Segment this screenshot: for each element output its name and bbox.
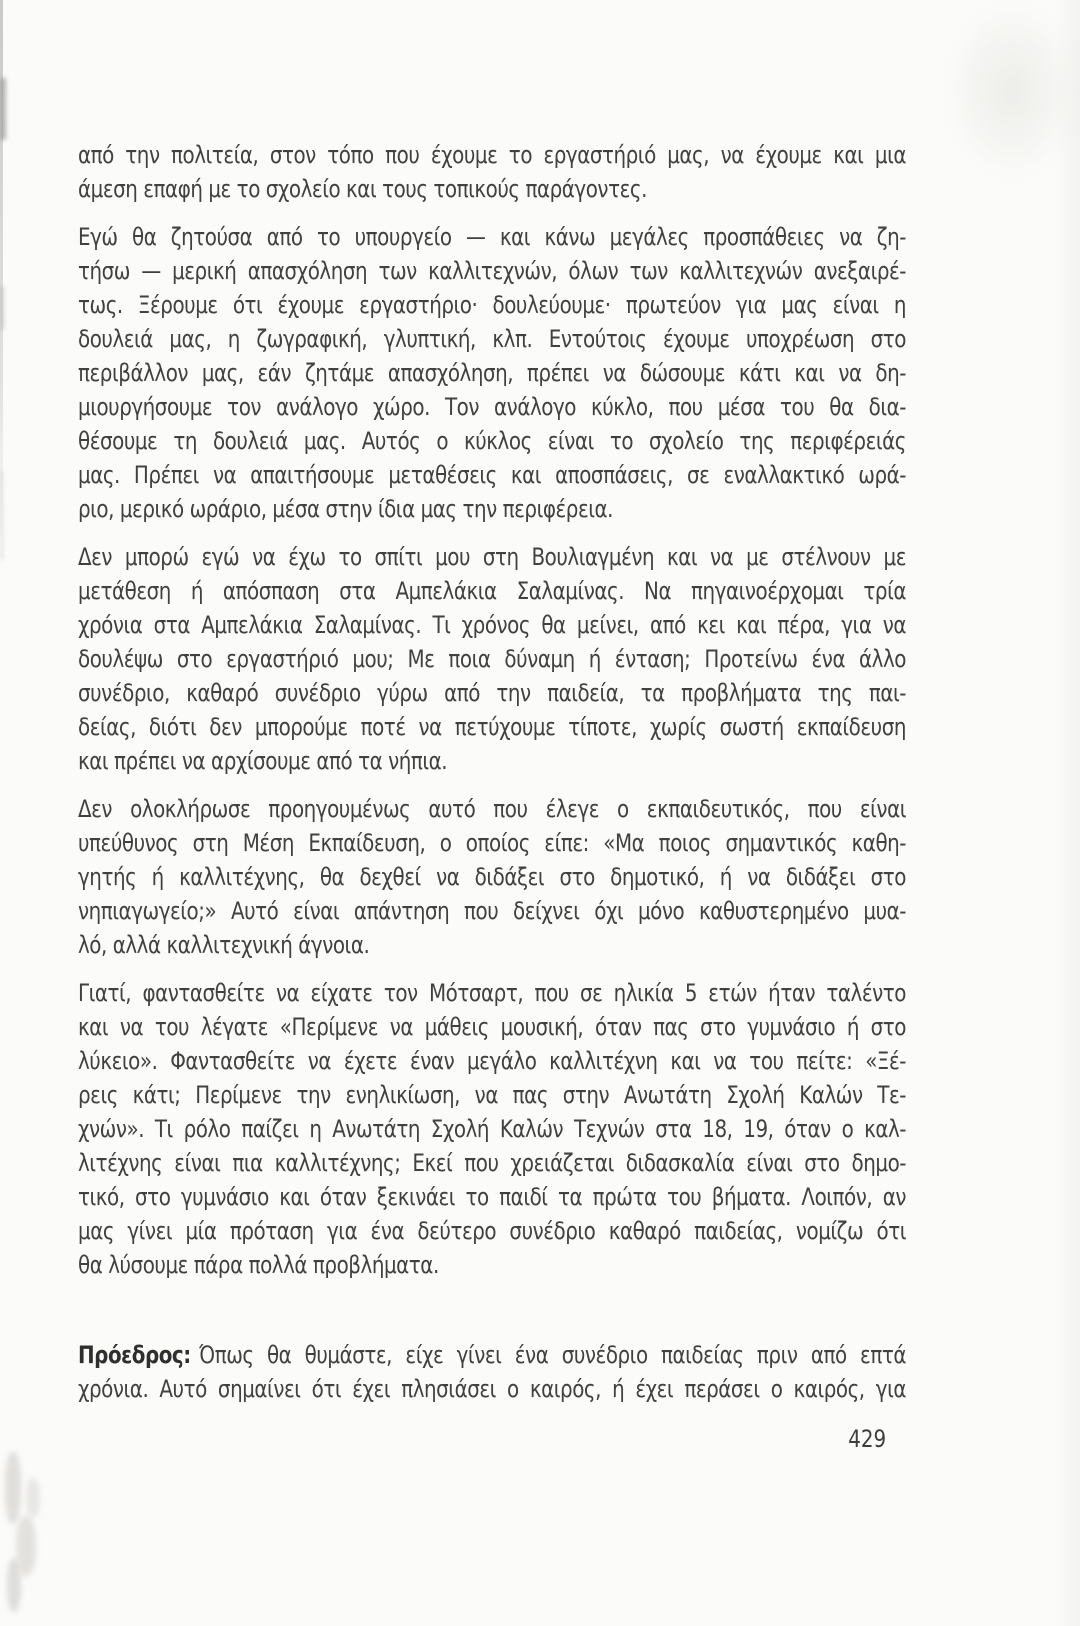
text-line: τως. Ξέρουμε ότι έχουμε εργαστήριο· δουλεύουμε· πρωτεύον για μας είναι η bbox=[78, 291, 906, 319]
text-line: χνών». Τι ρόλο παίζει η Ανωτάτη Σχολή Καλών Τεχνών στα 18, 19, όταν ο καλ- bbox=[78, 1115, 906, 1143]
text-line: ρεις κάτι; Περίμενε την ενηλικίωση, να πας στην Ανωτάτη Σχολή Καλών Τε- bbox=[78, 1081, 906, 1109]
text-line: συνέδριο, καθαρό συνέδριο γύρω από την παιδεία, τα προβλήματα της παι- bbox=[78, 679, 906, 707]
scan-smudge bbox=[0, 470, 3, 560]
scan-smudge bbox=[0, 286, 4, 330]
text-line: δουλέψω στο εργαστήριό μου; Με ποια δύναμη ή ένταση; Προτείνω ένα άλλο bbox=[78, 645, 906, 673]
paragraph bbox=[78, 976, 906, 1282]
text-line: νηπιαγωγείο;» Αυτό είναι απάντηση που δείχνει όχι μόνο καθυστερημένο μυα- bbox=[78, 897, 906, 925]
paragraph bbox=[78, 792, 906, 962]
text-line: μιουργήσουμε τον ανάλογο χώρο. Τον ανάλογο κύκλο, που μέσα του θα δια- bbox=[78, 393, 906, 421]
paragraph bbox=[78, 540, 906, 778]
text-line: χρόνια. Αυτό σημαίνει ότι έχει πλησιάσει ο καιρός, ή έχει περάσει ο καιρός, για bbox=[78, 1375, 906, 1403]
paragraph bbox=[78, 220, 906, 526]
text-line: μας. Πρέπει να απαιτήσουμε μεταθέσεις και αποσπάσεις, σε εναλλακτικό ωρά- bbox=[78, 461, 906, 489]
text-line: και να του λέγατε «Περίμενε να μάθεις μουσική, όταν πας στο γυμνάσιο ή στο bbox=[78, 1013, 906, 1041]
text-block bbox=[78, 138, 906, 1456]
text-line: τικό, στο γυμνάσιο και όταν ξεκινάει το παιδί τα πρώτα του βήματα. Λοιπόν, αν bbox=[78, 1183, 906, 1211]
text-line bbox=[78, 1338, 906, 1372]
text-line: λό, αλλά καλλιτεχνική άγνοια. bbox=[78, 931, 370, 959]
text-line: λιτέχνης είναι πια καλλιτέχνης; Εκεί που χρειάζεται διδασκαλία είναι στο δημο- bbox=[78, 1149, 906, 1177]
text-line: θέσουμε τη δουλειά μας. Αυτός ο κύκλος είναι το σχολείο της περιφέρειάς bbox=[78, 427, 906, 455]
scan-smudge bbox=[26, 1478, 40, 1518]
text-line: περιβάλλον μας, εάν ζητάμε απασχόληση, πρέπει να δώσουμε κάτι και να δη- bbox=[78, 359, 906, 387]
text-line: δείας, διότι δεν μπορούμε ποτέ να πετύχουμε τίποτε, χωρίς σωστή εκπαίδευση bbox=[78, 713, 906, 741]
text-line: δουλειά μας, η ζωγραφική, γλυπτική, κλπ. Εντούτοις έχουμε υποχρέωση στο bbox=[78, 325, 906, 353]
text-line-content: Όπως θα θυμάστε, είχε γίνει ένα συνέδριο παιδείας πριν από επτά bbox=[199, 1341, 906, 1369]
text-line: ριο, μερικό ωράριο, μέσα στην ίδια μας την περιφέρεια. bbox=[78, 495, 614, 523]
text-line: Δεν ολοκλήρωσε προηγουμένως αυτό που έλεγε ο εκπαιδευτικός, που είναι bbox=[78, 795, 906, 823]
scan-edge-shade bbox=[1054, 0, 1080, 1626]
text-line: Γιατί, φαντασθείτε να είχατε τον Μότσαρτ, που σε ηλικία 5 ετών ήταν ταλέντο bbox=[78, 979, 906, 1007]
text-line: λύκειο». Φαντασθείτε να έχετε έναν μεγάλο καλλιτέχνη και να του πείτε: «Ξέ- bbox=[78, 1047, 906, 1075]
speaker-label: Πρόεδρος: bbox=[78, 1341, 191, 1369]
text-line: γητής ή καλλιτέχνης, θα δεχθεί να διδάξει στο δημοτικό, ή να διδάξει στο bbox=[78, 863, 906, 891]
text-line: και πρέπει να αρχίσουμε από τα νήπια. bbox=[78, 747, 448, 775]
text-line: Εγώ θα ζητούσα από το υπουργείο — και κάνω μεγάλες προσπάθειες να ζη- bbox=[78, 223, 906, 251]
paragraph bbox=[78, 1338, 906, 1406]
page-number: 429 bbox=[848, 1425, 887, 1453]
scan-smudge bbox=[5, 1452, 21, 1524]
scan-smudge bbox=[7, 1558, 21, 1612]
text-line: χρόνια στα Αμπελάκια Σαλαμίνας. Τι χρόνος θα μείνει, από κει και πέρα, για να bbox=[78, 611, 906, 639]
text-line: από την πολιτεία, στον τόπο που έχουμε το εργαστήριό μας, να έχουμε και μια bbox=[78, 141, 906, 169]
text-line: μετάθεση ή απόσπαση στα Αμπελάκια Σαλαμίνας. Να πηγαινοέρχομαι τρία bbox=[78, 577, 906, 605]
text-line: άμεση επαφή με το σχολείο και τους τοπικούς παράγοντες. bbox=[78, 175, 647, 203]
text-line: υπεύθυνος στη Μέση Εκπαίδευση, ο οποίος είπε: «Μα ποιος σημαντικός καθη- bbox=[78, 829, 906, 857]
scan-corner-shade bbox=[945, 0, 1080, 180]
text-line: τήσω — μερική απασχόληση των καλλιτεχνών, όλων των καλλιτεχνών ανεξαιρέ- bbox=[78, 257, 906, 285]
text-line: Δεν μπορώ εγώ να έχω το σπίτι μου στη Βουλιαγμένη και να με στέλνουν με bbox=[78, 543, 906, 571]
text-line: θα λύσουμε πάρα πολλά προβλήματα. bbox=[78, 1251, 439, 1279]
scan-smudge bbox=[16, 1516, 36, 1576]
scan-smudge bbox=[0, 78, 6, 140]
paragraph bbox=[78, 138, 906, 206]
scan-gutter-line bbox=[0, 0, 3, 540]
text-line: μας γίνει μία πρόταση για ένα δεύτερο συνέδριο καθαρό παιδείας, νομίζω ότι bbox=[78, 1217, 906, 1245]
